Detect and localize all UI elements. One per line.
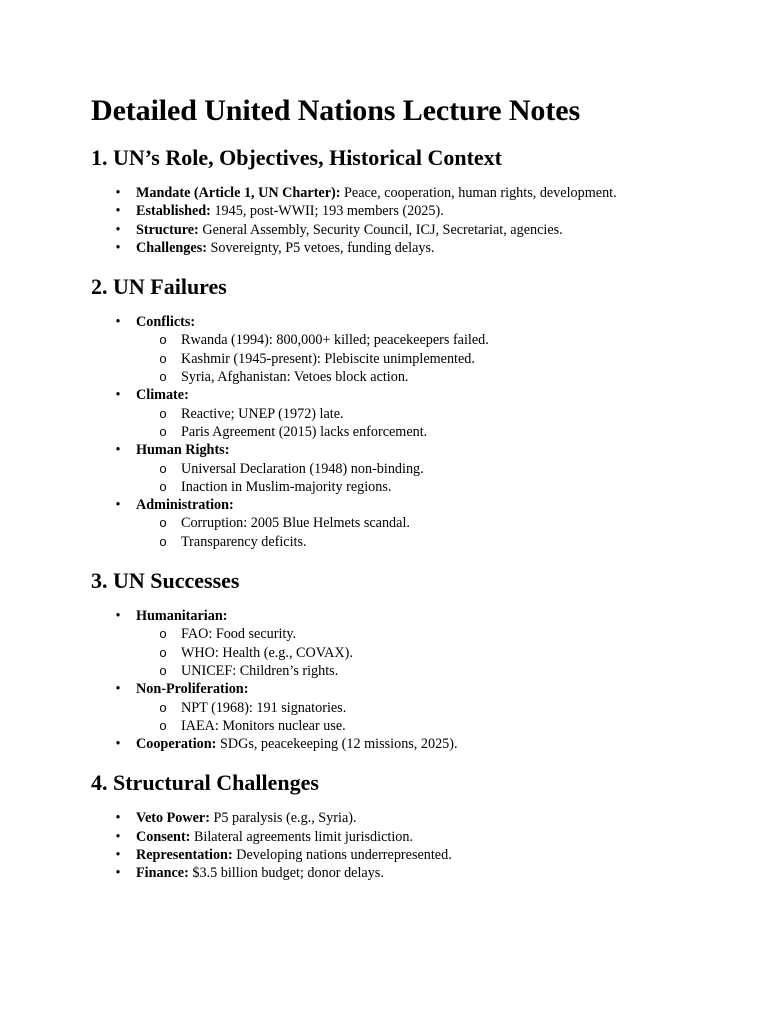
document-body [91, 92, 731, 899]
sub-list-item [136, 405, 731, 423]
sub-list-item [136, 460, 731, 478]
bullet-icon: • [115, 497, 121, 514]
sub-item-text: Syria, Afghanistan: Vetoes block action. [181, 369, 409, 386]
circle-bullet-icon: o [159, 332, 167, 348]
bullet-icon: • [115, 736, 121, 753]
sub-list [136, 625, 731, 680]
item-label: Established: [136, 203, 211, 220]
circle-bullet-icon: o [159, 533, 167, 549]
circle-bullet-icon: o [159, 369, 167, 385]
bullet-icon: • [115, 810, 121, 827]
item-label: Veto Power: [136, 810, 210, 827]
sub-item-text: Inaction in Muslim-majority regions. [181, 478, 392, 495]
circle-bullet-icon: o [159, 515, 167, 531]
bullet-icon: • [115, 828, 121, 845]
sub-list-item [136, 644, 731, 662]
sub-list-item [136, 478, 731, 496]
sub-item-text: Transparency deficits. [181, 533, 307, 550]
item-text: $3.5 billion budget; donor delays. [188, 865, 384, 882]
sub-list-item [136, 423, 731, 441]
item-text: Peace, cooperation, human rights, development. [340, 185, 617, 201]
sub-list-item [136, 331, 731, 349]
item-label: Administration: [136, 497, 234, 514]
bullet-icon: • [115, 847, 121, 864]
circle-bullet-icon: o [159, 662, 167, 678]
sub-list [136, 405, 731, 442]
circle-bullet-icon: o [159, 405, 167, 421]
list-item [91, 846, 731, 864]
item-label: Conflicts: [136, 314, 196, 331]
item-label: Consent: [136, 828, 191, 845]
circle-bullet-icon: o [159, 423, 167, 439]
sub-item-text: Corruption: 2005 Blue Helmets scandal. [181, 515, 410, 532]
list-item [91, 441, 731, 496]
list-item [91, 496, 731, 551]
sub-list [136, 331, 731, 386]
item-label: Structure: [136, 221, 199, 238]
sub-list-item [136, 533, 731, 551]
circle-bullet-icon: o [159, 699, 167, 715]
list-item [91, 386, 731, 441]
list-item [91, 239, 731, 257]
sub-list-item [136, 699, 731, 717]
bullet-icon: • [115, 314, 121, 331]
item-label: Representation: [136, 847, 233, 864]
item-text: Sovereignty, P5 vetoes, funding delays. [206, 239, 435, 256]
sub-list-item [136, 662, 731, 680]
sub-item-text: Universal Declaration (1948) non-binding. [181, 460, 424, 477]
list-item [91, 809, 731, 827]
item-text: General Assembly, Security Council, ICJ, Secretariat, agencies. [198, 221, 563, 238]
item-label: Finance: [136, 865, 189, 882]
sub-item-text: UNICEF: Children’s rights. [181, 662, 339, 679]
list-item [91, 313, 731, 386]
section-structural-challenges [91, 769, 731, 882]
section-heading: 3. UN Successes [91, 568, 240, 594]
item-text: 1945, post-WWII; 193 members (2025). [210, 203, 444, 220]
section-un-successes [91, 567, 731, 753]
sub-item-text: Rwanda (1994): 800,000+ killed; peacekeepers failed. [181, 332, 489, 349]
list-item [91, 735, 731, 753]
bullet-icon: • [115, 442, 121, 459]
bullet-list [91, 184, 731, 257]
sub-list-item [136, 717, 731, 735]
sub-item-text: NPT (1968): 191 signatories. [181, 699, 347, 716]
sub-item-text: Kashmir (1945-present): Plebiscite unimplemented. [181, 350, 475, 367]
list-item [91, 680, 731, 735]
item-label: Humanitarian: [136, 608, 228, 625]
sub-item-text: IAEA: Monitors nuclear use. [181, 717, 346, 734]
bullet-icon: • [115, 185, 121, 201]
item-text: Developing nations underrepresented. [232, 847, 452, 864]
bullet-icon: • [115, 608, 121, 625]
circle-bullet-icon: o [159, 478, 167, 494]
list-item [91, 607, 731, 680]
bullet-icon: • [115, 681, 121, 698]
bullet-icon: • [115, 387, 121, 404]
sub-list-item [136, 514, 731, 532]
item-label: Mandate (Article 1, UN Charter): [136, 185, 341, 201]
list-item [91, 864, 731, 882]
circle-bullet-icon: o [159, 460, 167, 476]
bullet-icon: • [115, 221, 121, 238]
sub-item-text: Reactive; UNEP (1972) late. [181, 405, 344, 422]
sub-list-item [136, 350, 731, 368]
circle-bullet-icon: o [159, 626, 167, 642]
sub-list-item [136, 368, 731, 386]
item-text: P5 paralysis (e.g., Syria). [209, 810, 357, 827]
sub-item-text: FAO: Food security. [181, 626, 297, 643]
list-item [91, 184, 731, 202]
item-label: Human Rights: [136, 442, 230, 459]
item-label: Cooperation: [136, 736, 217, 753]
list-item [91, 221, 731, 239]
sub-list [136, 699, 731, 736]
document-title: Detailed United Nations Lecture Notes [91, 94, 581, 127]
sub-list-item [136, 625, 731, 643]
sub-list [136, 460, 731, 497]
item-label: Challenges: [136, 239, 207, 256]
sub-item-text: WHO: Health (e.g., COVAX). [181, 644, 353, 661]
bullet-icon: • [115, 865, 121, 882]
circle-bullet-icon: o [159, 350, 167, 366]
bullet-icon: • [115, 203, 121, 220]
list-item [91, 202, 731, 220]
sub-item-text: Paris Agreement (2015) lacks enforcement. [181, 423, 428, 440]
circle-bullet-icon: o [159, 717, 167, 733]
sub-list [136, 514, 731, 551]
circle-bullet-icon: o [159, 644, 167, 660]
item-label: Climate: [136, 387, 189, 404]
item-text: SDGs, peacekeeping (12 missions, 2025). [216, 736, 458, 753]
item-text: Bilateral agreements limit jurisdiction. [190, 828, 413, 845]
bullet-list [91, 607, 731, 753]
section-heading: 2. UN Failures [91, 274, 227, 300]
section-heading: 4. Structural Challenges [91, 770, 319, 796]
section-role-objectives [91, 144, 731, 257]
bullet-icon: • [115, 239, 121, 256]
bullet-list [91, 809, 731, 882]
section-heading: 1. UN’s Role, Objectives, Historical Context [91, 145, 502, 170]
item-label: Non-Proliferation: [136, 681, 249, 698]
list-item [91, 828, 731, 846]
section-un-failures [91, 273, 731, 551]
bullet-list [91, 313, 731, 551]
